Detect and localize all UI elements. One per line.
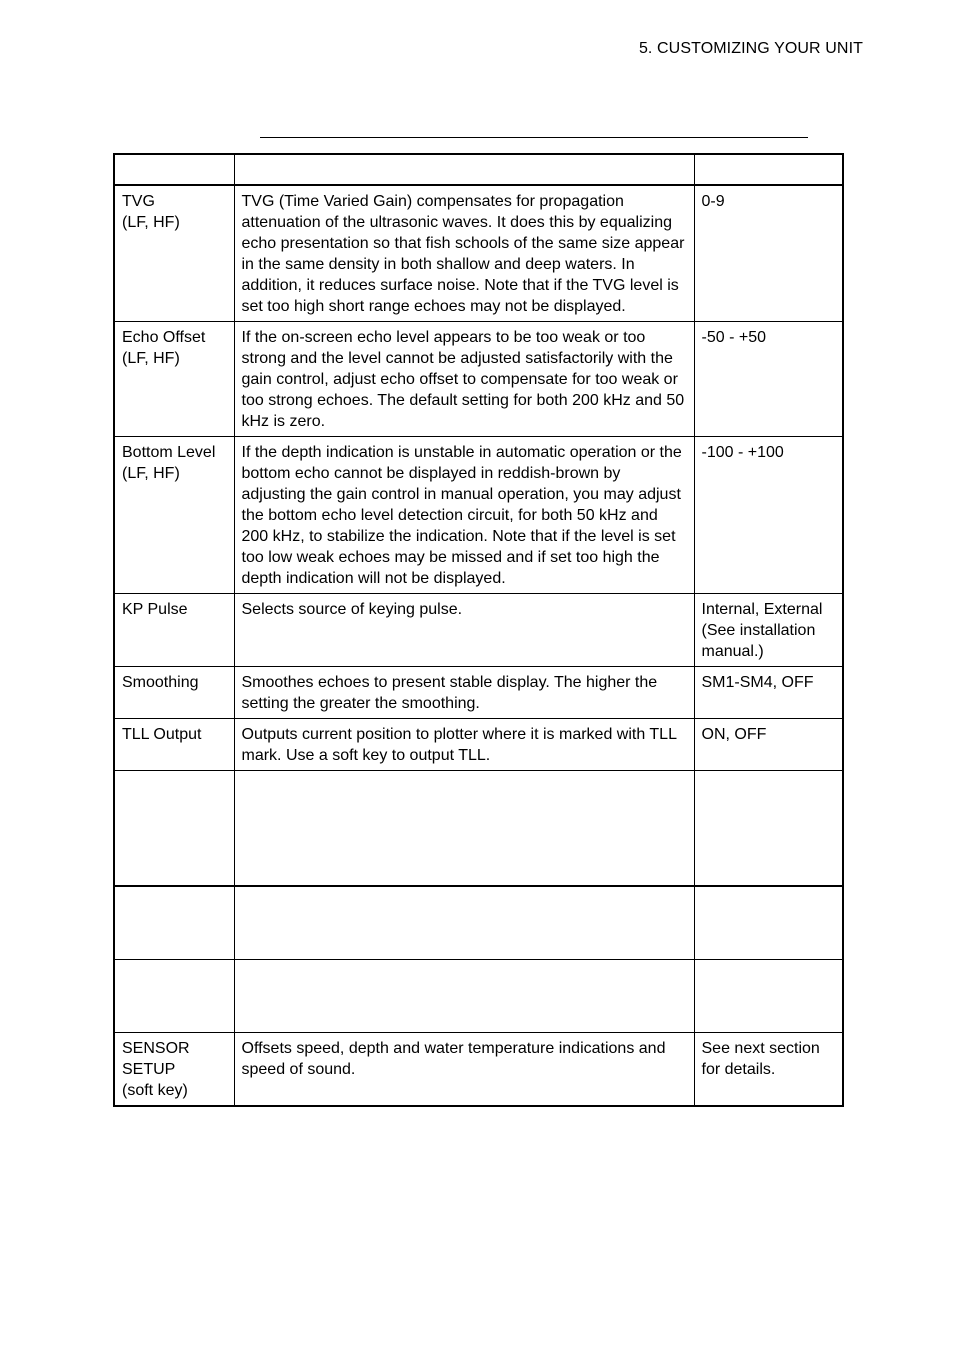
table-row [114, 1033, 843, 1107]
description-cell: TVG (Time Varied Gain) compensates for propagation attenuation of the ultrasonic waves. It does this by equalizing echo presentation so that fish schools of the same size appear in the same density in both shallow and deep waters. In addition, it reduces surface noise. Note that if the TVG level is set too high short range echoes may not be displayed. [234, 185, 694, 322]
header-cell-item [114, 154, 234, 185]
empty-cell [114, 886, 234, 960]
item-name: Echo Offset [122, 329, 206, 346]
empty-table-row [114, 960, 843, 1033]
header-cell-description [234, 154, 694, 185]
item-qualifier: (soft key) [122, 1082, 188, 1099]
item-name: TLL Output [122, 726, 202, 743]
item-name: KP Pulse [122, 601, 188, 618]
item-name: Bottom Level [122, 444, 216, 461]
setting-cell: SM1-SM4, OFF [694, 667, 843, 719]
setting-cell: Internal, External (See installation manual.) [694, 594, 843, 667]
table-row [114, 594, 843, 667]
empty-cell [694, 886, 843, 960]
item-qualifier: (LF, HF) [122, 214, 180, 231]
item-cell [114, 667, 234, 719]
description-cell: Offsets speed, depth and water temperature indications and speed of sound. [234, 1033, 694, 1107]
description-cell: If the depth indication is unstable in automatic operation or the bottom echo cannot be displayed in reddish-brown by adjusting the gain control in manual operation, you may adjust the bottom echo level detection circuit, for both 50 kHz and 200 kHz, to stabilize the indication. Note that if the level is set too low weak echoes may be missed and if set too high the depth indication will not be displayed. [234, 437, 694, 594]
item-cell [114, 1033, 234, 1107]
table-row [114, 437, 843, 594]
item-cell [114, 322, 234, 437]
description-cell: Selects source of keying pulse. [234, 594, 694, 667]
header-cell-setting [694, 154, 843, 185]
description-cell: Outputs current position to plotter where it is marked with TLL mark. Use a soft key to output TLL. [234, 719, 694, 771]
item-cell [114, 719, 234, 771]
description-cell: Smoothes echoes to present stable display. The higher the setting the greater the smoothing. [234, 667, 694, 719]
item-qualifier: (LF, HF) [122, 465, 180, 482]
empty-cell [694, 960, 843, 1033]
item-name: Smoothing [122, 674, 199, 691]
empty-cell [114, 960, 234, 1033]
table-row [114, 667, 843, 719]
item-name: TVG [122, 193, 155, 210]
setting-cell: -50 - +50 [694, 322, 843, 437]
table-row [114, 322, 843, 437]
empty-cell [234, 886, 694, 960]
title-underline [260, 137, 808, 138]
table-header-row [114, 154, 843, 185]
setting-cell: ON, OFF [694, 719, 843, 771]
item-name-continued: SETUP [122, 1061, 176, 1078]
setting-cell: See next section for details. [694, 1033, 843, 1107]
item-cell [114, 594, 234, 667]
table-row [114, 719, 843, 771]
empty-cell [234, 771, 694, 887]
item-qualifier: (LF, HF) [122, 350, 180, 367]
empty-cell [694, 771, 843, 887]
table-row [114, 185, 843, 322]
description-cell: If the on-screen echo level appears to be too weak or too strong and the level cannot be adjusted satisfactorily with the gain control, adjust echo offset to compensate for too weak or too strong echoes. The default setting for both 200 kHz and 50 kHz is zero. [234, 322, 694, 437]
item-cell [114, 437, 234, 594]
menu-settings-table [113, 153, 844, 1107]
setting-cell: -100 - +100 [694, 437, 843, 594]
item-name: SENSOR [122, 1040, 190, 1057]
empty-table-row [114, 886, 843, 960]
empty-cell [234, 960, 694, 1033]
empty-cell [114, 771, 234, 887]
setting-cell: 0-9 [694, 185, 843, 322]
running-header: 5. CUSTOMIZING YOUR UNIT [638, 40, 863, 57]
empty-table-row [114, 771, 843, 887]
item-cell [114, 185, 234, 322]
